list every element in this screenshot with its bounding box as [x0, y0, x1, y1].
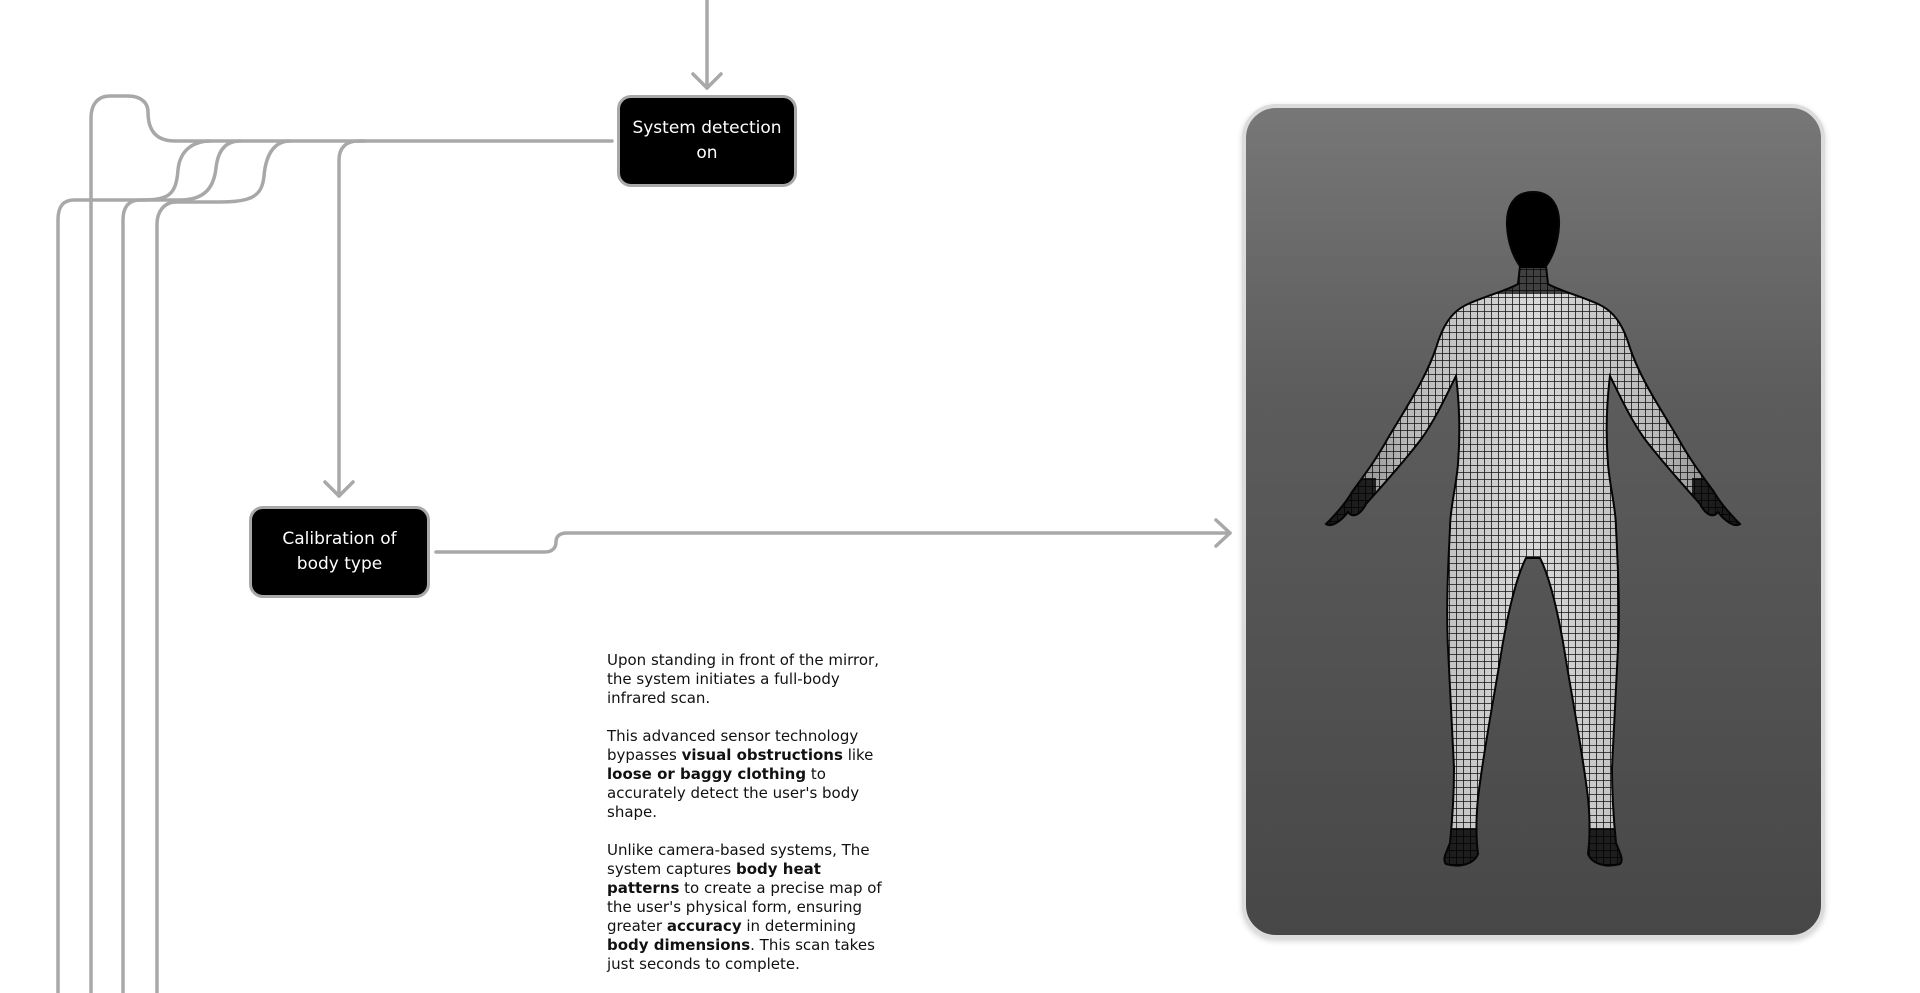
description-paragraph: [607, 727, 887, 822]
emphasis-text: body heat patterns: [607, 860, 821, 897]
emphasis-text: accuracy: [666, 917, 742, 935]
body-text: Upon standing in front of the mirror, the system initiates a full-body infrared scan.: [607, 651, 879, 707]
scan-description: [607, 651, 887, 993]
body-text: . This scan takes just seconds to complete.: [607, 936, 875, 973]
drop-line: [339, 141, 365, 496]
body-text: Unlike camera-based systems, The system captures: [607, 841, 870, 878]
description-paragraph: [607, 651, 887, 708]
body-text: in determining: [741, 917, 857, 935]
body-text: like: [842, 746, 874, 764]
description-paragraph: [607, 841, 887, 974]
system-detection-label: System detection on: [632, 118, 782, 163]
emphasis-text: visual obstructions: [681, 746, 843, 764]
body-scan-panel: [1242, 104, 1825, 939]
body-wireframe-mesh-icon: [1246, 108, 1821, 935]
branch-line-1: [58, 141, 210, 993]
emphasis-text: body dimensions: [607, 936, 751, 954]
body-text: to create a precise map of the user's physical form, ensuring greater: [607, 879, 882, 935]
calibration-node[interactable]: [249, 506, 430, 598]
branch-line-2: [123, 141, 240, 993]
body-text: This advanced sensor technology bypasses: [607, 727, 859, 764]
body-text: to accurately detect the user's body shape.: [607, 765, 860, 821]
calibration-label: Calibration of body type: [282, 529, 397, 574]
calibration-to-panel-line: [436, 533, 1230, 552]
system-detection-node[interactable]: [617, 95, 797, 187]
emphasis-text: loose or baggy clothing: [607, 765, 807, 783]
